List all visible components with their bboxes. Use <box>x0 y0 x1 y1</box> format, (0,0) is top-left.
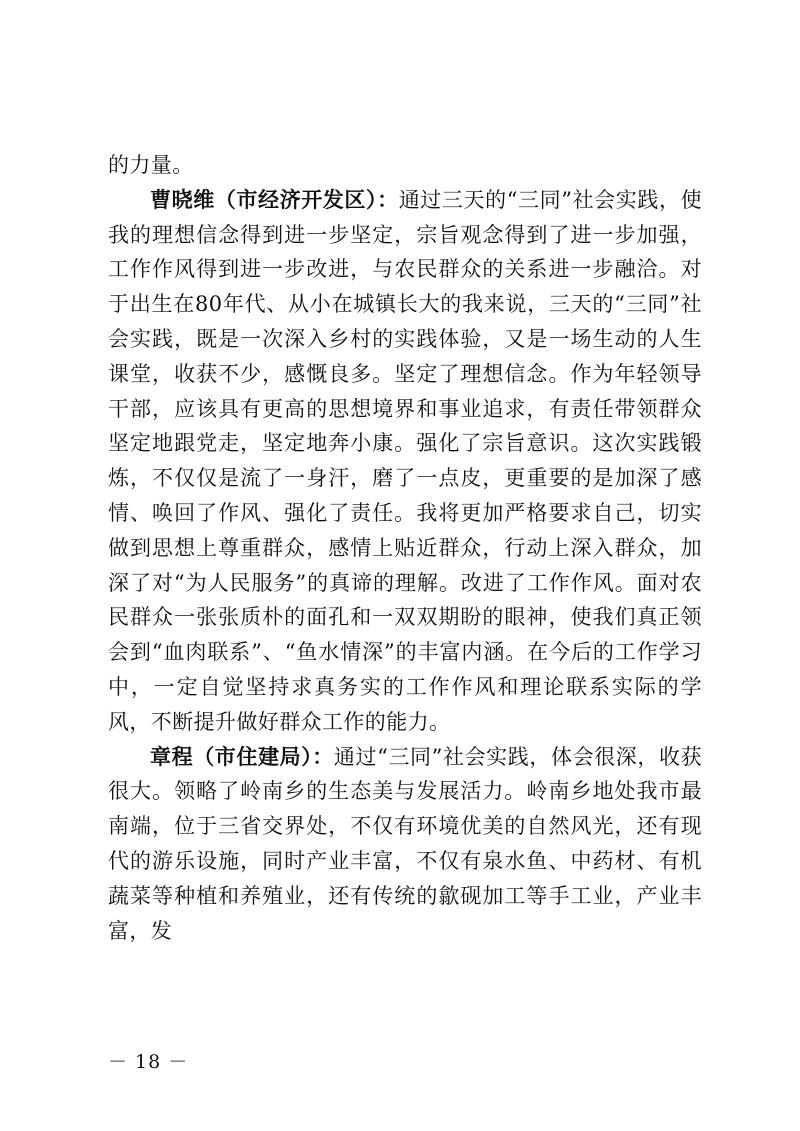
page-number: － 18 － <box>108 1051 189 1073</box>
paragraph-3-speaker: 章程（市住建局）： <box>150 743 334 769</box>
paragraph-2-text: 通过三天的“三同”社会实践，使我的理想信念得到进一步坚定，宗旨观念得到了进一步加强，工作作风得到进一步改进，与农民群众的关系进一步融洽。对于出生在80年代、从小在城镇长大的我来说，三天的“三同”社会实践，既是一次深入乡村的实践体验，又是一场生动的人生课堂，收获不少，感慨良多。坚定了理想信念。作为年轻领导干部，应该具有更高的思想境界和事业追求，有责任带领群众坚定地跟党走，坚定地奔小康。强化了宗旨意识。这次实践锻炼，不仅仅是流了一身汗，磨了一点皮，更重要的是加深了感情、唤回了作风、强化了责任。我将更加严格要求自己，切实做到思想上尊重群众，感情上贴近群众，行动上深入群众，加深了对“为人民服务”的真谛的理解。改进了工作作风。面对农民群众一张张质朴的面孔和一双双期盼的眼神，使我们真正领会到“血肉联系”、“鱼水情深”的丰富内涵。在今后的工作学习中，一定自觉坚持求真务实的工作作风和理论联系实际的学风，不断提升做好群众工作的能力。 <box>108 187 702 734</box>
paragraph-3 <box>108 740 702 949</box>
paragraph-3-text: 通过“三同”社会实践，体会很深，收获很大。领略了岭南乡的生态美与发展活力。岭南乡地处我市最南端，位于三省交界处，不仅有环境优美的自然风光，还有现代的游乐设施，同时产业丰富，不仅有泉水鱼、中药材、有机蔬菜等种植和养殖业，还有传统的歙砚加工等手工业，产业丰富，发 <box>108 744 702 943</box>
paragraph-2-speaker: 曹晓维（市经济开发区）： <box>150 186 399 212</box>
paragraph-1 <box>108 148 702 183</box>
paragraph-2 <box>108 183 702 740</box>
document-body <box>108 148 702 948</box>
paragraph-1-text: 的力量。 <box>108 153 194 177</box>
